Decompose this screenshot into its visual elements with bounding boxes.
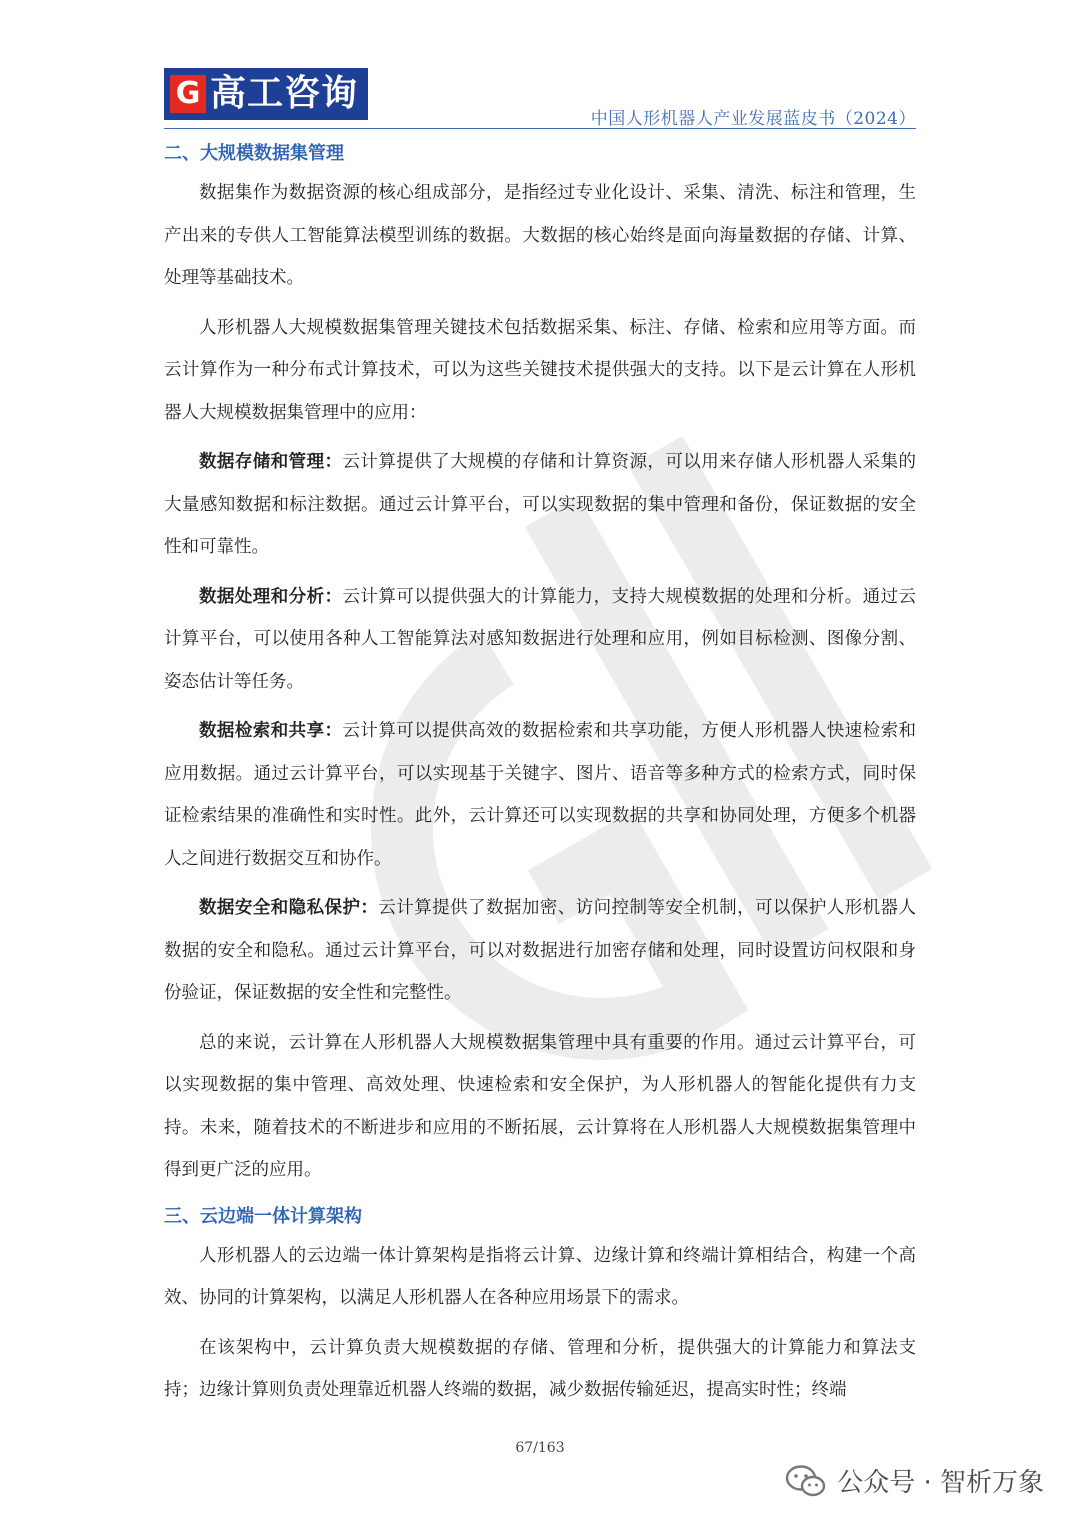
list-item [164, 441, 916, 569]
item-text: 云计算提供了大规模的存储和计算资源，可以用来存储人形机器人采集的大量感知数据和标注数据。通过云计算平台，可以实现数据的集中管理和备份，保证数据的安全性和可靠性。 [164, 452, 917, 557]
paragraph: 人形机器人的云边端一体计算架构是指将云计算、边缘计算和终端计算相结合，构建一个高效、协同的计算架构，以满足人形机器人在各种应用场景下的需求。 [164, 1245, 916, 1308]
wechat-attribution [785, 1462, 1044, 1499]
item-term: 数据检索和共享： [199, 721, 343, 741]
list-item [164, 576, 916, 704]
item-text: 云计算可以提供高效的数据检索和共享功能，方便人形机器人快速检索和应用数据。通过云计算平台，可以实现基于关键字、图片、语音等多种方式的检索方式，同时保证检索结果的准确性和实时性。此外，云计算还可以实现数据的共享和协同处理，方便多个机器人之间进行数据交互和协作。 [164, 721, 917, 869]
list-item [164, 887, 916, 1015]
list-item [164, 710, 916, 880]
section-heading-2: 二、大规模数据集管理 [164, 143, 344, 164]
item-text: 云计算提供了数据加密、访问控制等安全机制，可以保护人形机器人数据的安全和隐私。通过云计算平台，可以对数据进行加密存储和处理，同时设置访问权限和身份验证，保证数据的安全性和完整性。 [164, 898, 916, 1003]
logo-g-mark: G [170, 75, 206, 113]
item-term: 数据存储和管理： [199, 452, 343, 472]
item-text: 云计算可以提供强大的计算能力，支持大规模数据的处理和分析。通过云计算平台，可以使用各种人工智能算法对感知数据进行处理和应用，例如目标检测、图像分割、姿态估计等任务。 [164, 586, 917, 692]
logo-text: 高工咨询 [210, 73, 359, 114]
paragraph: 人形机器人大规模数据集管理关键技术包括数据采集、标注、存储、检索和应用等方面。而云计算作为一种分布式计算技术，可以为这些关键技术提供强大的支持。以下是云计算在人形机器人大规模数据集管理中的应用： [164, 317, 916, 423]
section-heading-3: 三、云边端一体计算架构 [164, 1205, 362, 1227]
company-logo [164, 68, 368, 120]
report-title: 中国人形机器人产业发展蓝皮书（2024） [590, 109, 916, 129]
item-term: 数据安全和隐私保护： [199, 898, 379, 918]
paragraph: 总的来说，云计算在人形机器人大规模数据集管理中具有重要的作用。通过云计算平台，可以实现数据的集中管理、高效处理、快速检索和安全保护，为人形机器人的智能化提供有力支持。未来，随着技术的不断进步和应用的不断拓展，云计算将在人形机器人大规模数据集管理中得到更广泛的应用。 [164, 1032, 916, 1180]
paragraph: 数据集作为数据资源的核心组成部分，是指经过专业化设计、采集、清洗、标注和管理，生产出来的专供人工智能算法模型训练的数据。大数据的核心始终是面向海量数据的存储、计算、处理等基础技术。 [164, 183, 916, 288]
paragraph: 在该架构中，云计算负责大规模数据的存储、管理和分析，提供强大的计算能力和算法支持；边缘计算则负责处理靠近机器人终端的数据，减少数据传输延迟，提高实时性；终端 [164, 1337, 916, 1400]
page-content [164, 136, 916, 1419]
item-term: 数据处理和分析： [199, 586, 343, 607]
page-number: 67/163 [515, 1440, 565, 1456]
wechat-label: 公众号 · 智析万象 [837, 1468, 1044, 1498]
header-divider [164, 128, 916, 129]
wechat-icon [785, 1464, 827, 1498]
